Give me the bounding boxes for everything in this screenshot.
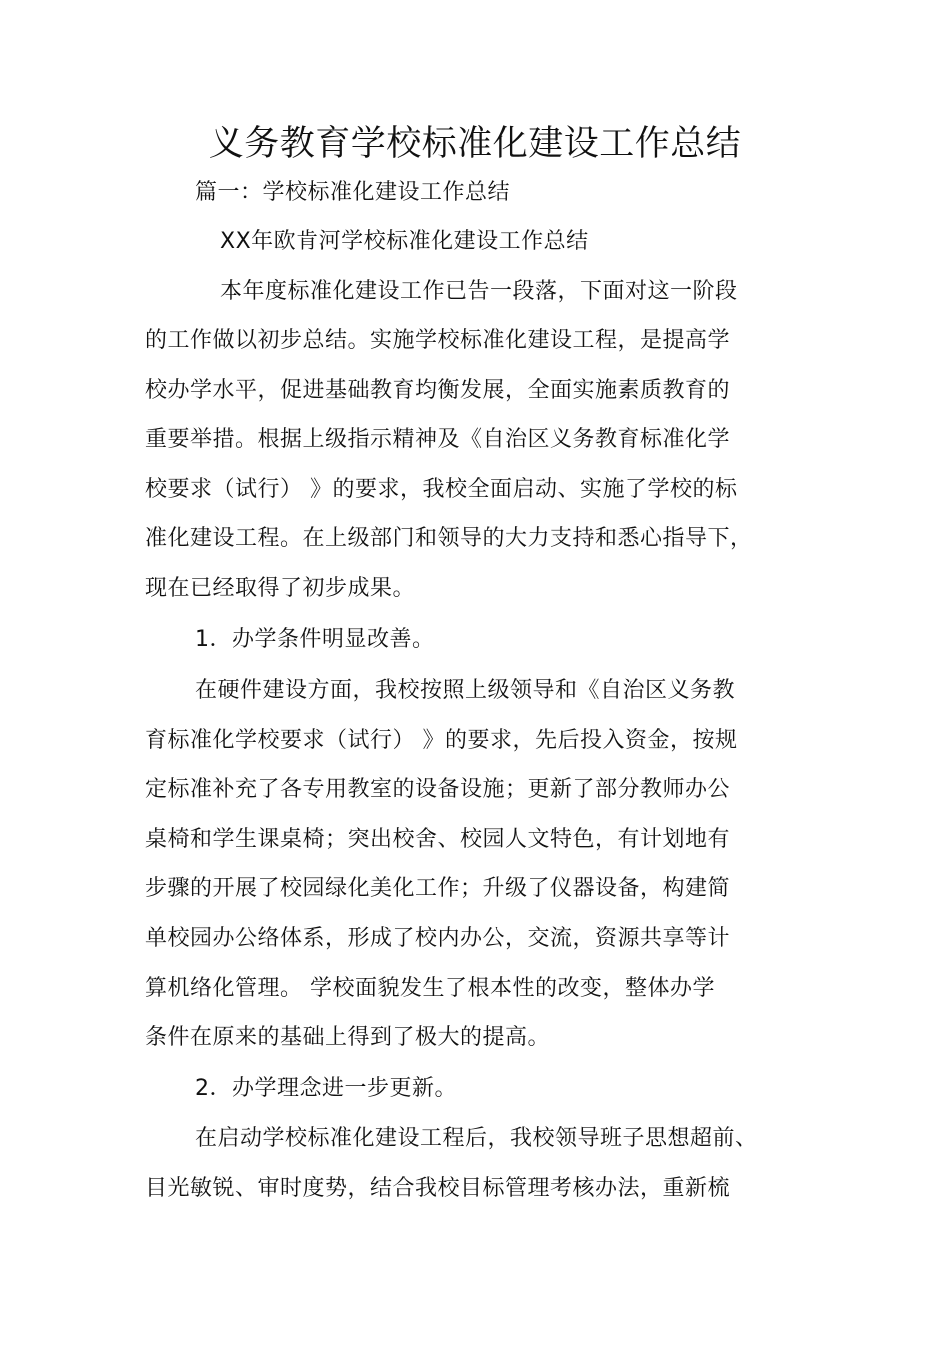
body-line: 目光敏锐、审时度势，结合我校目标管理考核办法，重新梳 <box>145 1176 731 1201</box>
body-line: 单校园办公络体系，形成了校内办公，交流，资源共享等计 <box>145 926 731 951</box>
body-line: 现在已经取得了初步成果。 <box>145 576 416 601</box>
body-line: 条件在原来的基础上得到了极大的提高。 <box>145 1025 551 1050</box>
body-line: 算机络化管理。 学校面貌发生了根本性的改变，整体办学 <box>145 976 715 1001</box>
body-line: 步骤的开展了校园绿化美化工作；升级了仪器设备，构建简 <box>145 876 731 901</box>
list-item-heading: 1．办学条件明显改善。 <box>195 627 435 652</box>
document-title: 义务教育学校标准化建设工作总结 <box>208 124 742 164</box>
body-line: 育标准化学校要求（试行） 》的要求，先后投入资金，按规 <box>145 728 738 753</box>
body-line: 在启动学校标准化建设工程后，我校领导班子思想超前、 <box>195 1126 758 1151</box>
body-line: 在硬件建设方面，我校按照上级领导和《自治区义务教 <box>195 678 736 703</box>
body-line: 校要求（试行） 》的要求，我校全面启动、实施了学校的标 <box>145 477 738 502</box>
body-line: 准化建设工程。在上级部门和领导的大力支持和悉心指导下， <box>145 526 753 551</box>
body-line: 本年度标准化建设工作已告一段落，下面对这一阶段 <box>220 279 738 304</box>
list-item-heading: 2．办学理念进一步更新。 <box>195 1076 457 1101</box>
body-line: 校办学水平，促进基础教育均衡发展，全面实施素质教育的 <box>145 378 731 403</box>
section-heading: 篇一：学校标准化建设工作总结 <box>195 180 511 205</box>
body-line: 定标准补充了各专用教室的设备设施；更新了部分教师办公 <box>145 777 731 802</box>
body-line: 重要举措。根据上级指示精神及《自治区义务教育标准化学 <box>145 427 731 452</box>
body-line: 桌椅和学生课桌椅；突出校舍、校园人文特色，有计划地有 <box>145 827 731 852</box>
body-line: 的工作做以初步总结。实施学校标准化建设工程，是提高学 <box>145 328 731 353</box>
document-subtitle: XX年欧肯河学校标准化建设工作总结 <box>220 229 589 254</box>
